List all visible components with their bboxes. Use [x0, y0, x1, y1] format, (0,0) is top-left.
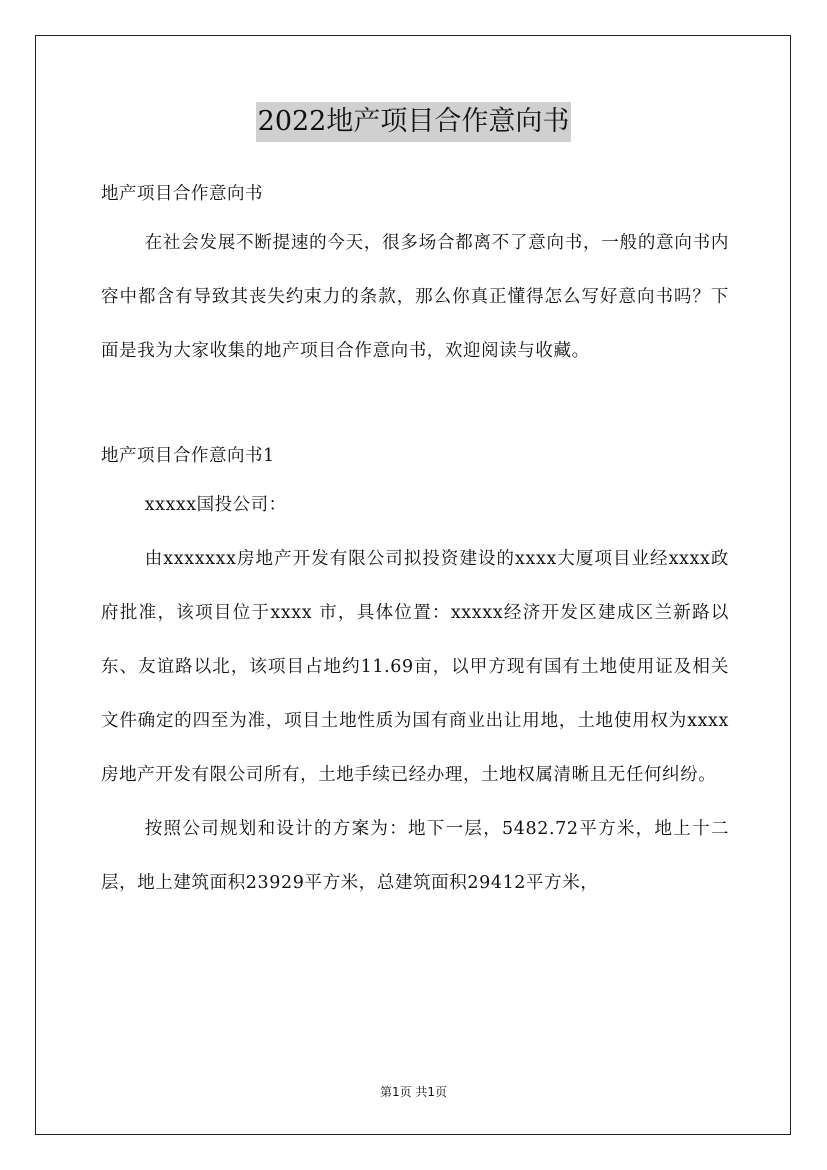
subheading: 地产项目合作意向书: [101, 184, 263, 204]
body-paragraph-2: 按照公司规划和设计的方案为：地下一层，5482.72平方米，地上十二层，地上建筑面积23929平方米，总建筑面积29412平方米，: [101, 819, 729, 893]
document-title: 2022地产项目合作意向书: [256, 102, 572, 142]
section-spacer: [101, 378, 729, 434]
document-body: [101, 172, 729, 910]
section-heading: 地产项目合作意向书1: [101, 446, 275, 466]
title-container: [0, 102, 827, 142]
addressee: xxxxx国投公司：: [144, 495, 287, 515]
body-paragraph-1: 由xxxxxxx房地产开发有限公司拟投资建设的xxxx大厦项目业经xxxx政府批准，该项目位于xxxx 市，具体位置：xxxxx经济开发区建成区兰新路以东、友谊路以北，该项目占地约11.69亩，以甲方现有国有土地使用证及相关文件确定的四至为准，项目土地性质为国有商业出让用地，土地使用权为xxxx房地产开发有限公司所有，土地手续已经办理，土地权属清晰且无任何纠纷。: [101, 549, 729, 785]
page-footer: 第1页 共1页: [379, 1085, 448, 1099]
intro-paragraph: 在社会发展不断提速的今天，很多场合都离不了意向书，一般的意向书内容中都含有导致其丧失约束力的条款，那么你真正懂得怎么写好意向书吗？下面是我为大家收集的地产项目合作意向书，欢迎阅读与收藏。: [101, 233, 729, 361]
